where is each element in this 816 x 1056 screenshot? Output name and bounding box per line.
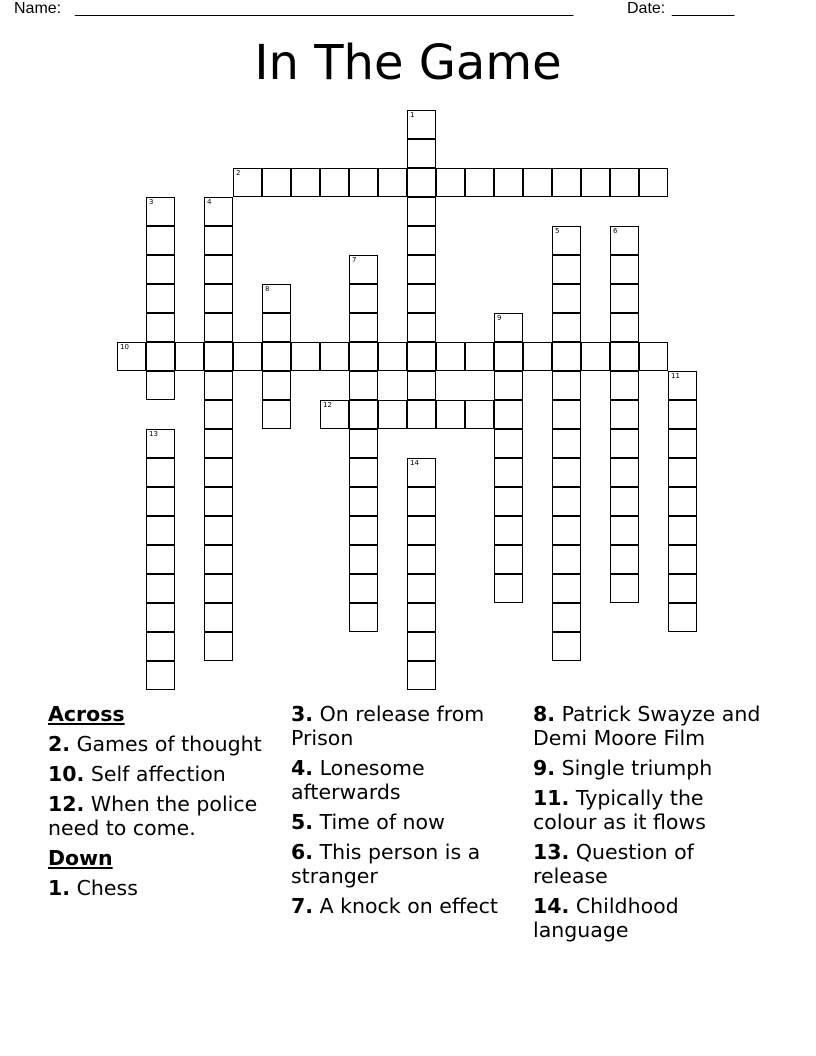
grid-cell[interactable]	[378, 168, 407, 197]
grid-cell[interactable]	[262, 168, 291, 197]
grid-cell[interactable]	[610, 168, 639, 197]
grid-cell[interactable]	[610, 574, 639, 603]
grid-cell[interactable]	[204, 313, 233, 342]
grid-cell[interactable]	[494, 487, 523, 516]
grid-cell[interactable]	[552, 371, 581, 400]
grid-cell[interactable]	[668, 545, 697, 574]
grid-cell[interactable]	[204, 545, 233, 574]
clue-down-8: 8. Patrick Swayze and Demi Moore Film	[533, 702, 761, 750]
grid-cell[interactable]	[407, 516, 436, 545]
grid-cell[interactable]	[436, 400, 465, 429]
grid-cell[interactable]	[407, 458, 436, 487]
grid-cell[interactable]	[378, 400, 407, 429]
grid-cell[interactable]	[349, 284, 378, 313]
grid-cell[interactable]	[146, 516, 175, 545]
grid-cell[interactable]	[146, 632, 175, 661]
grid-cell[interactable]	[407, 139, 436, 168]
clue-down-4: 4. Lonesome afterwards	[291, 756, 425, 804]
clue-down-14: 14. Childhood language	[533, 894, 679, 942]
clue-down-1: 1. Chess	[48, 876, 138, 900]
grid-cell[interactable]	[146, 545, 175, 574]
grid-cell[interactable]	[349, 545, 378, 574]
grid-cell[interactable]	[407, 603, 436, 632]
grid-cell[interactable]	[581, 342, 610, 371]
grid-cell[interactable]	[610, 429, 639, 458]
grid-cell[interactable]	[610, 342, 639, 371]
grid-cell[interactable]	[552, 429, 581, 458]
grid-cell[interactable]	[494, 429, 523, 458]
grid-cell[interactable]	[204, 574, 233, 603]
grid-cell[interactable]	[494, 371, 523, 400]
grid-cell[interactable]	[146, 487, 175, 516]
grid-cell[interactable]	[610, 313, 639, 342]
grid-cell[interactable]	[407, 197, 436, 226]
clue-number: 5	[555, 227, 560, 235]
grid-cell[interactable]	[552, 632, 581, 661]
grid-cell[interactable]	[407, 313, 436, 342]
grid-cell[interactable]	[175, 342, 204, 371]
grid-cell[interactable]	[494, 313, 523, 342]
grid-cell[interactable]	[407, 400, 436, 429]
grid-cell[interactable]	[610, 226, 639, 255]
clue-across-12: 12. When the police need to come.	[48, 792, 258, 840]
clue-down-13: 13. Question of release	[533, 840, 694, 888]
grid-cell[interactable]	[146, 574, 175, 603]
grid-cell[interactable]	[407, 226, 436, 255]
across-heading: Across	[48, 702, 125, 726]
grid-cell[interactable]	[552, 284, 581, 313]
grid-cell[interactable]	[204, 429, 233, 458]
grid-cell[interactable]	[146, 255, 175, 284]
down-heading: Down	[48, 846, 113, 870]
grid-cell[interactable]	[262, 371, 291, 400]
grid-cell[interactable]	[523, 342, 552, 371]
grid-cell[interactable]	[465, 342, 494, 371]
grid-cell[interactable]	[668, 574, 697, 603]
grid-cell[interactable]	[349, 313, 378, 342]
grid-cell[interactable]	[146, 313, 175, 342]
grid-cell[interactable]	[204, 197, 233, 226]
grid-cell[interactable]	[465, 400, 494, 429]
grid-cell[interactable]	[349, 516, 378, 545]
grid-cell[interactable]	[204, 603, 233, 632]
grid-cell[interactable]	[146, 284, 175, 313]
grid-cell[interactable]	[668, 487, 697, 516]
grid-cell[interactable]	[610, 400, 639, 429]
grid-cell[interactable]	[349, 574, 378, 603]
grid-cell[interactable]	[407, 632, 436, 661]
grid-cell[interactable]	[552, 603, 581, 632]
grid-cell[interactable]	[349, 371, 378, 400]
clue-number: 6	[613, 227, 618, 235]
grid-cell[interactable]	[668, 400, 697, 429]
page-title: In The Game	[254, 35, 562, 91]
grid-cell[interactable]	[668, 516, 697, 545]
grid-cell[interactable]	[146, 197, 175, 226]
grid-cell[interactable]	[349, 429, 378, 458]
grid-cell[interactable]	[204, 371, 233, 400]
grid-cell[interactable]	[146, 429, 175, 458]
grid-cell[interactable]	[494, 545, 523, 574]
grid-cell[interactable]	[204, 400, 233, 429]
grid-cell[interactable]	[668, 371, 697, 400]
grid-cell[interactable]	[552, 342, 581, 371]
grid-cell[interactable]	[668, 429, 697, 458]
grid-cell[interactable]	[233, 168, 262, 197]
grid-cell[interactable]	[204, 632, 233, 661]
grid-cell[interactable]	[552, 313, 581, 342]
grid-cell[interactable]	[291, 342, 320, 371]
grid-cell[interactable]	[494, 342, 523, 371]
grid-cell[interactable]	[494, 574, 523, 603]
grid-cell[interactable]	[407, 342, 436, 371]
grid-cell[interactable]	[639, 168, 668, 197]
grid-cell[interactable]	[407, 487, 436, 516]
clue-number: 12	[323, 401, 332, 409]
clue-number: 7	[352, 256, 357, 264]
grid-cell[interactable]	[262, 400, 291, 429]
clue-down-3: 3. On release from Prison	[291, 702, 485, 750]
grid-cell[interactable]	[407, 284, 436, 313]
clues-column-2	[291, 702, 531, 924]
grid-cell[interactable]	[204, 284, 233, 313]
grid-cell[interactable]	[407, 255, 436, 284]
grid-cell[interactable]	[436, 342, 465, 371]
grid-cell[interactable]	[204, 516, 233, 545]
grid-cell[interactable]	[407, 661, 436, 690]
grid-cell[interactable]	[320, 168, 349, 197]
clue-number: 4	[207, 198, 212, 206]
grid-cell[interactable]	[146, 458, 175, 487]
grid-cell[interactable]	[552, 574, 581, 603]
grid-cell[interactable]	[407, 371, 436, 400]
grid-cell[interactable]	[349, 342, 378, 371]
grid-cell[interactable]	[349, 400, 378, 429]
grid-cell[interactable]	[407, 110, 436, 139]
grid-cell[interactable]	[320, 400, 349, 429]
grid-cell[interactable]	[378, 342, 407, 371]
grid-cell[interactable]	[349, 168, 378, 197]
date-label: Date:	[627, 0, 666, 17]
grid-cell[interactable]	[204, 458, 233, 487]
clue-down-7: 7. A knock on effect	[291, 894, 498, 918]
grid-cell[interactable]	[639, 342, 668, 371]
clue-number: 13	[149, 430, 158, 438]
grid-cell[interactable]	[494, 516, 523, 545]
grid-cell[interactable]	[407, 545, 436, 574]
clue-across-10: 10. Self affection	[48, 762, 226, 786]
grid-cell[interactable]	[262, 313, 291, 342]
grid-cell[interactable]	[262, 284, 291, 313]
grid-cell[interactable]	[581, 168, 610, 197]
name-line: ________________________________________________________	[75, 0, 574, 17]
clue-number: 10	[120, 343, 129, 351]
clues-column-3	[533, 702, 773, 948]
name-label: Name:	[14, 0, 62, 17]
grid-cell[interactable]	[146, 226, 175, 255]
grid-cell[interactable]	[610, 284, 639, 313]
grid-cell[interactable]	[146, 342, 175, 371]
grid-cell[interactable]	[204, 255, 233, 284]
grid-cell[interactable]	[204, 487, 233, 516]
grid-cell[interactable]	[610, 516, 639, 545]
clue-number: 9	[497, 314, 502, 322]
grid-cell[interactable]	[349, 603, 378, 632]
grid-cell[interactable]	[494, 400, 523, 429]
grid-cell[interactable]	[552, 516, 581, 545]
grid-cell[interactable]	[436, 168, 465, 197]
clue-down-5: 5. Time of now	[291, 810, 445, 834]
grid-cell[interactable]	[610, 545, 639, 574]
grid-cell[interactable]	[610, 255, 639, 284]
grid-cell[interactable]	[320, 342, 349, 371]
grid-cell[interactable]	[407, 168, 436, 197]
grid-cell[interactable]	[552, 400, 581, 429]
grid-cell[interactable]	[465, 168, 494, 197]
grid-cell[interactable]	[146, 661, 175, 690]
clue-number: 3	[149, 198, 154, 206]
clue-across-2: 2. Games of thought	[48, 732, 262, 756]
grid-cell[interactable]	[610, 458, 639, 487]
grid-cell[interactable]	[610, 487, 639, 516]
grid-cell[interactable]	[146, 603, 175, 632]
clue-number: 11	[671, 372, 680, 380]
clue-number: 8	[265, 285, 270, 293]
grid-cell[interactable]	[146, 371, 175, 400]
clue-number: 14	[410, 459, 419, 467]
grid-cell[interactable]	[204, 226, 233, 255]
date-line: _______	[672, 0, 735, 17]
grid-cell[interactable]	[204, 342, 233, 371]
grid-cell[interactable]	[117, 342, 146, 371]
grid-cell[interactable]	[610, 371, 639, 400]
grid-cell[interactable]	[233, 342, 262, 371]
grid-cell[interactable]	[349, 487, 378, 516]
grid-cell[interactable]	[668, 603, 697, 632]
clue-down-6: 6. This person is a stranger	[291, 840, 481, 888]
grid-cell[interactable]	[494, 168, 523, 197]
grid-cell[interactable]	[494, 458, 523, 487]
grid-cell[interactable]	[291, 168, 320, 197]
clues-column-1	[48, 702, 288, 906]
grid-cell[interactable]	[523, 168, 552, 197]
grid-cell[interactable]	[552, 255, 581, 284]
clue-number: 2	[236, 169, 241, 177]
grid-cell[interactable]	[349, 458, 378, 487]
grid-cell[interactable]	[349, 255, 378, 284]
clue-down-11: 11. Typically the colour as it flows	[533, 786, 706, 834]
grid-cell[interactable]	[552, 487, 581, 516]
clue-number: 1	[410, 111, 415, 119]
grid-cell[interactable]	[668, 458, 697, 487]
grid-cell[interactable]	[552, 168, 581, 197]
grid-cell[interactable]	[262, 342, 291, 371]
grid-cell[interactable]	[552, 545, 581, 574]
clue-down-9: 9. Single triumph	[533, 756, 713, 780]
grid-cell[interactable]	[552, 226, 581, 255]
grid-cell[interactable]	[407, 574, 436, 603]
grid-cell[interactable]	[552, 458, 581, 487]
